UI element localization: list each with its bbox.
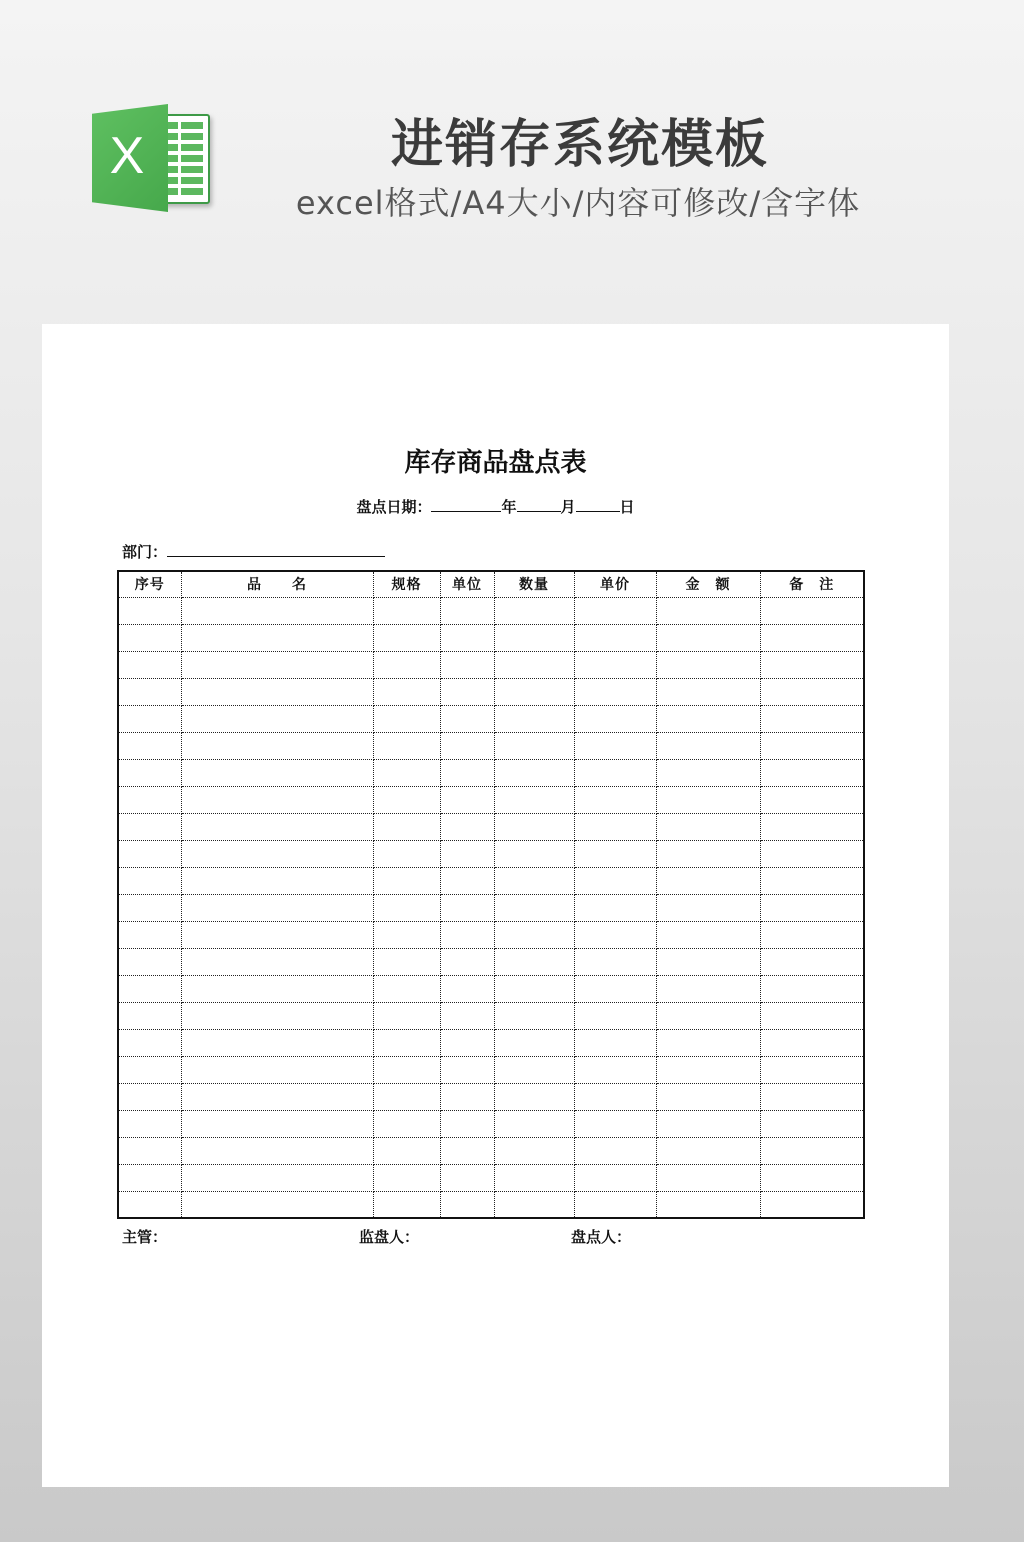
table-cell[interactable] [440, 1191, 494, 1218]
table-cell[interactable] [494, 759, 574, 786]
table-cell[interactable] [494, 651, 574, 678]
col-header-index: 序号 [118, 571, 181, 597]
table-row [118, 651, 864, 678]
table-cell[interactable] [574, 1029, 656, 1056]
table-row [118, 1137, 864, 1164]
table-cell[interactable] [574, 894, 656, 921]
table-cell[interactable] [373, 1056, 440, 1083]
table-cell[interactable] [656, 840, 760, 867]
table-cell[interactable] [494, 1083, 574, 1110]
table-cell[interactable] [440, 813, 494, 840]
table-cell[interactable] [760, 705, 864, 732]
table-cell[interactable] [373, 894, 440, 921]
table-cell[interactable] [118, 948, 181, 975]
table-cell[interactable] [574, 1137, 656, 1164]
table-cell[interactable] [373, 1083, 440, 1110]
table-cell[interactable] [181, 624, 373, 651]
table-cell[interactable] [656, 921, 760, 948]
table-cell[interactable] [656, 705, 760, 732]
table-cell[interactable] [656, 1110, 760, 1137]
table-cell[interactable] [574, 732, 656, 759]
table-cell[interactable] [118, 921, 181, 948]
document-page [42, 324, 949, 1487]
document-title: 库存商品盘点表 [404, 448, 587, 478]
table-row [118, 705, 864, 732]
year-blank [431, 498, 501, 512]
department-label: 部门： [122, 543, 168, 561]
table-cell[interactable] [118, 732, 181, 759]
col-header-spec: 规格 [373, 571, 440, 597]
table-cell[interactable] [656, 597, 760, 624]
table-cell[interactable] [118, 813, 181, 840]
table-cell[interactable] [373, 597, 440, 624]
table-cell[interactable] [760, 1083, 864, 1110]
table-cell[interactable] [574, 1056, 656, 1083]
table-cell[interactable] [656, 1056, 760, 1083]
table-cell[interactable] [373, 651, 440, 678]
table-cell[interactable] [118, 1002, 181, 1029]
table-cell[interactable] [181, 1029, 373, 1056]
table-cell[interactable] [440, 975, 494, 1002]
table-cell[interactable] [656, 1029, 760, 1056]
table-cell[interactable] [118, 651, 181, 678]
table-row [118, 867, 864, 894]
table-row [118, 1083, 864, 1110]
table-cell[interactable] [118, 759, 181, 786]
table-row [118, 948, 864, 975]
table-cell[interactable] [494, 1191, 574, 1218]
table-cell[interactable] [440, 1056, 494, 1083]
table-cell[interactable] [181, 786, 373, 813]
table-cell[interactable] [118, 678, 181, 705]
table-row [118, 1029, 864, 1056]
col-header-remarks: 备 注 [760, 571, 864, 597]
table-cell[interactable] [494, 624, 574, 651]
table-cell[interactable] [118, 975, 181, 1002]
department-blank [167, 543, 385, 557]
table-cell[interactable] [760, 1191, 864, 1218]
table-cell[interactable] [118, 597, 181, 624]
table-cell[interactable] [118, 1110, 181, 1137]
table-row [118, 921, 864, 948]
table-cell[interactable] [440, 597, 494, 624]
table-cell[interactable] [760, 1164, 864, 1191]
supervisor-label: 主管： [122, 1228, 168, 1246]
table-cell[interactable] [373, 867, 440, 894]
table-row [118, 1191, 864, 1218]
table-cell[interactable] [440, 867, 494, 894]
table-cell[interactable] [494, 894, 574, 921]
table-cell[interactable] [760, 1029, 864, 1056]
table-cell[interactable] [656, 948, 760, 975]
table-cell[interactable] [440, 894, 494, 921]
table-row [118, 1056, 864, 1083]
table-cell[interactable] [574, 705, 656, 732]
day-blank [576, 498, 620, 512]
table-cell[interactable] [118, 867, 181, 894]
table-cell[interactable] [181, 732, 373, 759]
date-line [42, 496, 949, 517]
table-cell[interactable] [373, 1191, 440, 1218]
table-cell[interactable] [440, 651, 494, 678]
table-cell[interactable] [440, 1137, 494, 1164]
excel-icon [88, 100, 228, 220]
table-cell[interactable] [656, 894, 760, 921]
month-label: 月 [560, 498, 576, 516]
table-cell[interactable] [118, 624, 181, 651]
table-cell[interactable] [494, 921, 574, 948]
table-cell[interactable] [440, 759, 494, 786]
page-subtitle: excel格式/A4大小/内容可修改/含字体 [295, 184, 861, 222]
inventory-table [117, 570, 865, 1219]
table-cell[interactable] [440, 624, 494, 651]
table-cell[interactable] [760, 813, 864, 840]
table-cell[interactable] [494, 1002, 574, 1029]
table-cell[interactable] [574, 678, 656, 705]
table-cell[interactable] [760, 597, 864, 624]
table-cell[interactable] [656, 813, 760, 840]
table-cell[interactable] [373, 1164, 440, 1191]
table-cell[interactable] [656, 867, 760, 894]
table-cell[interactable] [118, 786, 181, 813]
table-row [118, 597, 864, 624]
table-cell[interactable] [181, 840, 373, 867]
table-body [118, 597, 864, 1218]
table-cell[interactable] [181, 705, 373, 732]
table-cell[interactable] [656, 732, 760, 759]
table-cell[interactable] [181, 813, 373, 840]
table-cell[interactable] [494, 732, 574, 759]
table-cell[interactable] [574, 759, 656, 786]
table-cell[interactable] [181, 1110, 373, 1137]
table-cell[interactable] [181, 597, 373, 624]
excel-x-letter: X [109, 127, 145, 185]
table-cell[interactable] [574, 1110, 656, 1137]
table-row [118, 1002, 864, 1029]
table-row [118, 1164, 864, 1191]
table-cell[interactable] [440, 786, 494, 813]
table-cell[interactable] [181, 1137, 373, 1164]
table-cell[interactable] [760, 894, 864, 921]
table-cell[interactable] [494, 1056, 574, 1083]
table-cell[interactable] [373, 1002, 440, 1029]
table-row [118, 759, 864, 786]
table-row [118, 840, 864, 867]
table-cell[interactable] [574, 597, 656, 624]
department-line [122, 541, 385, 562]
table-cell[interactable] [760, 759, 864, 786]
table-cell[interactable] [656, 1137, 760, 1164]
table-cell[interactable] [373, 1029, 440, 1056]
table-cell[interactable] [574, 624, 656, 651]
table-cell[interactable] [494, 948, 574, 975]
table-cell[interactable] [181, 759, 373, 786]
table-cell[interactable] [118, 1029, 181, 1056]
table-cell[interactable] [440, 1083, 494, 1110]
table-cell[interactable] [494, 1164, 574, 1191]
col-header-amount: 金 额 [656, 571, 760, 597]
table-cell[interactable] [494, 786, 574, 813]
table-cell[interactable] [440, 921, 494, 948]
table-cell[interactable] [656, 786, 760, 813]
table-cell[interactable] [440, 732, 494, 759]
table-cell[interactable] [373, 921, 440, 948]
table-cell[interactable] [760, 948, 864, 975]
col-header-unit: 单位 [440, 571, 494, 597]
table-row [118, 624, 864, 651]
table-cell[interactable] [440, 1164, 494, 1191]
table-cell[interactable] [494, 678, 574, 705]
table-cell[interactable] [440, 1029, 494, 1056]
table-cell[interactable] [574, 1164, 656, 1191]
signature-line [122, 1226, 822, 1248]
table-cell[interactable] [118, 840, 181, 867]
day-label: 日 [619, 498, 635, 516]
table-cell[interactable] [760, 1056, 864, 1083]
month-blank [517, 498, 561, 512]
table-cell[interactable] [574, 651, 656, 678]
table-cell[interactable] [574, 840, 656, 867]
table-cell[interactable] [656, 1164, 760, 1191]
table-cell[interactable] [118, 1191, 181, 1218]
table-row [118, 894, 864, 921]
table-cell[interactable] [440, 1002, 494, 1029]
table-cell[interactable] [181, 678, 373, 705]
table-cell[interactable] [574, 975, 656, 1002]
table-cell[interactable] [656, 624, 760, 651]
table-cell[interactable] [656, 1083, 760, 1110]
table-cell[interactable] [494, 840, 574, 867]
table-cell[interactable] [760, 975, 864, 1002]
table-cell[interactable] [494, 1110, 574, 1137]
counter-label: 盘点人： [571, 1228, 632, 1246]
date-label: 盘点日期： [356, 498, 432, 516]
table-cell[interactable] [181, 867, 373, 894]
table-cell[interactable] [181, 1083, 373, 1110]
table-cell[interactable] [373, 705, 440, 732]
table-cell[interactable] [373, 624, 440, 651]
table-cell[interactable] [574, 1191, 656, 1218]
table-cell[interactable] [494, 597, 574, 624]
table-cell[interactable] [373, 732, 440, 759]
table-cell[interactable] [181, 1164, 373, 1191]
table-cell[interactable] [760, 840, 864, 867]
table-cell[interactable] [574, 1002, 656, 1029]
table-cell[interactable] [373, 975, 440, 1002]
table-cell[interactable] [760, 651, 864, 678]
table-cell[interactable] [181, 894, 373, 921]
table-cell[interactable] [373, 840, 440, 867]
table-cell[interactable] [373, 1110, 440, 1137]
year-label: 年 [501, 498, 517, 516]
table-cell[interactable] [181, 1056, 373, 1083]
table-cell[interactable] [760, 867, 864, 894]
table-cell[interactable] [181, 1191, 373, 1218]
table-cell[interactable] [373, 786, 440, 813]
table-cell[interactable] [181, 1002, 373, 1029]
table-cell[interactable] [373, 759, 440, 786]
table-cell[interactable] [494, 867, 574, 894]
table-cell[interactable] [760, 732, 864, 759]
table-cell[interactable] [118, 1056, 181, 1083]
table-cell[interactable] [574, 1083, 656, 1110]
col-header-name: 品 名 [181, 571, 373, 597]
table-cell[interactable] [118, 1083, 181, 1110]
table-cell[interactable] [440, 948, 494, 975]
col-header-quantity: 数量 [494, 571, 574, 597]
table-cell[interactable] [440, 1110, 494, 1137]
table-cell[interactable] [181, 975, 373, 1002]
table-cell[interactable] [118, 1137, 181, 1164]
table-cell[interactable] [760, 786, 864, 813]
table-row [118, 975, 864, 1002]
table-cell[interactable] [760, 1137, 864, 1164]
table-cell[interactable] [118, 705, 181, 732]
table-cell[interactable] [118, 1164, 181, 1191]
table-cell[interactable] [494, 975, 574, 1002]
table-cell[interactable] [494, 705, 574, 732]
table-cell[interactable] [760, 1002, 864, 1029]
table-row [118, 813, 864, 840]
table-cell[interactable] [760, 1110, 864, 1137]
col-header-unit-price: 单价 [574, 571, 656, 597]
table-cell[interactable] [440, 840, 494, 867]
monitor-label: 监盘人： [359, 1228, 420, 1246]
table-cell[interactable] [656, 1191, 760, 1218]
table-cell[interactable] [373, 1137, 440, 1164]
table-cell[interactable] [373, 948, 440, 975]
table-cell[interactable] [574, 948, 656, 975]
table-cell[interactable] [656, 975, 760, 1002]
table-row [118, 1110, 864, 1137]
table-cell[interactable] [181, 651, 373, 678]
table-cell[interactable] [574, 786, 656, 813]
table-row [118, 786, 864, 813]
table-cell[interactable] [574, 813, 656, 840]
table-cell[interactable] [760, 624, 864, 651]
table-cell[interactable] [656, 1002, 760, 1029]
table-cell[interactable] [440, 705, 494, 732]
table-cell[interactable] [574, 867, 656, 894]
table-cell[interactable] [656, 651, 760, 678]
table-cell[interactable] [760, 678, 864, 705]
table-row [118, 678, 864, 705]
table-cell[interactable] [373, 813, 440, 840]
table-cell[interactable] [118, 894, 181, 921]
table-cell[interactable] [494, 1029, 574, 1056]
table-cell[interactable] [656, 759, 760, 786]
table-header-row [118, 571, 864, 597]
page-title: 进销存系统模板 [390, 115, 769, 175]
table-cell[interactable] [181, 948, 373, 975]
table-cell[interactable] [373, 678, 440, 705]
table-cell[interactable] [181, 921, 373, 948]
table-cell[interactable] [494, 813, 574, 840]
table-cell[interactable] [574, 921, 656, 948]
table-cell[interactable] [656, 678, 760, 705]
table-cell[interactable] [440, 678, 494, 705]
table-row [118, 732, 864, 759]
table-cell[interactable] [760, 921, 864, 948]
table-cell[interactable] [494, 1137, 574, 1164]
